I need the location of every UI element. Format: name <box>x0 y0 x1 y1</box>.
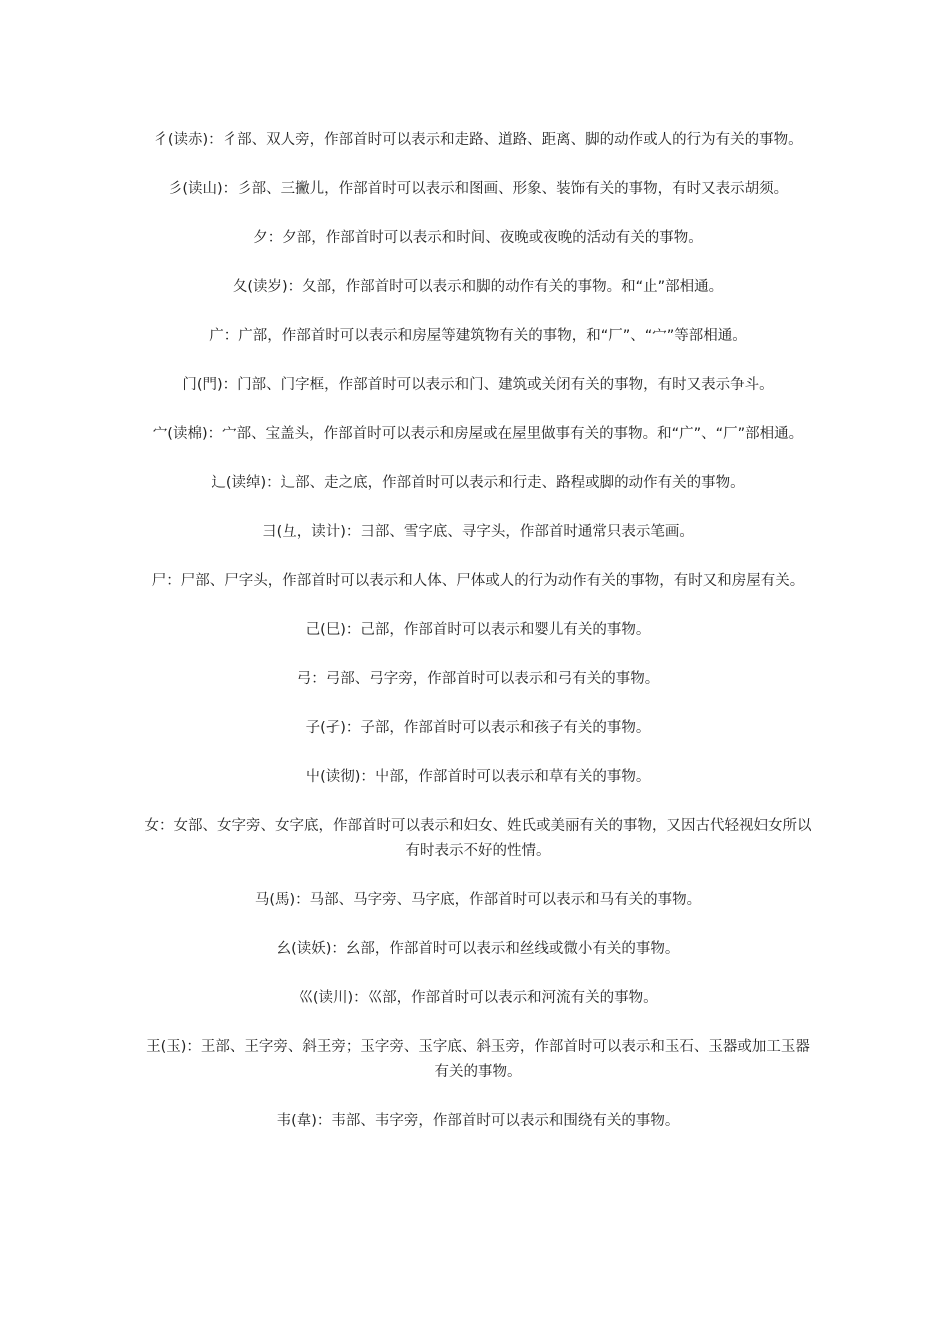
radical-entry-chi: 彳(读赤)：彳部、双人旁，作部首时可以表示和走路、道路、距离、脚的动作或人的行为有关的事物。 <box>153 132 803 148</box>
radical-entry-chuan: 巛(读川)：巛部，作部首时可以表示和河流有关的事物。 <box>298 990 658 1006</box>
radical-entry-ma: 马(馬)：马部、马字旁、马字底，作部首时可以表示和马有关的事物。 <box>254 892 702 908</box>
radical-entry-nv: 女：女部、女字旁、女字底，作部首时可以表示和妇女、姓氏或美丽有关的事物，又因古代轻视妇女所以有时表示不好的性情。 <box>144 818 812 859</box>
radical-entry-gong: 弓：弓部、弓字旁，作部首时可以表示和弓有关的事物。 <box>296 671 660 687</box>
radical-entry-che: 屮(读彻)：屮部，作部首时可以表示和草有关的事物。 <box>305 769 651 785</box>
radical-entry-chuo: 辶(读绰)：辶部、走之底，作部首时可以表示和行走、路程或脚的动作有关的事物。 <box>211 475 745 491</box>
radical-entry-zi: 子(孑)：子部，作部首时可以表示和孩子有关的事物。 <box>305 720 651 736</box>
radical-entry-ji-snout: 彐(彑，读计)：彐部、雪字底、寻字头，作部首时通常只表示笔画。 <box>262 524 694 540</box>
radical-entry-guang: 广：广部，作部首时可以表示和房屋等建筑物有关的事物，和“厂”、“宀”等部相通。 <box>209 328 747 344</box>
radical-entry-ji-self: 己(巳)：己部，作部首时可以表示和婴儿有关的事物。 <box>305 622 651 638</box>
document-page <box>140 128 816 1134</box>
radical-entry-xi: 夕：夕部，作部首时可以表示和时间、夜晚或夜晚的活动有关的事物。 <box>253 230 703 246</box>
radical-entry-shan: 彡(读山)：彡部、三撇儿，作部首时可以表示和图画、形象、装饰有关的事物，有时又表示胡须。 <box>167 181 789 197</box>
radical-entry-mian: 宀(读棉)：宀部、宝盖头，作部首时可以表示和房屋或在屋里做事有关的事物。和“广”、“厂”部相通。 <box>152 426 804 442</box>
radical-entry-wang: 王(玉)：王部、王字旁、斜王旁；玉字旁、玉字底、斜玉旁，作部首时可以表示和玉石、玉器或加工玉器有关的事物。 <box>146 1039 810 1080</box>
radical-entry-wei: 韦(韋)：韦部、韦字旁，作部首时可以表示和围绕有关的事物。 <box>276 1113 680 1129</box>
radical-entry-sui: 夂(读岁)：夂部，作部首时可以表示和脚的动作有关的事物。和“止”部相通。 <box>232 279 724 295</box>
radical-entry-yao: 幺(读妖)：幺部，作部首时可以表示和丝线或微小有关的事物。 <box>276 941 680 957</box>
radical-entry-shi: 尸：尸部、尸字头，作部首时可以表示和人体、尸体或人的行为动作有关的事物，有时又和房屋有关。 <box>151 573 805 589</box>
radical-entry-men: 门(門)：门部、门字框，作部首时可以表示和门、建筑或关闭有关的事物，有时又表示争斗。 <box>182 377 774 393</box>
